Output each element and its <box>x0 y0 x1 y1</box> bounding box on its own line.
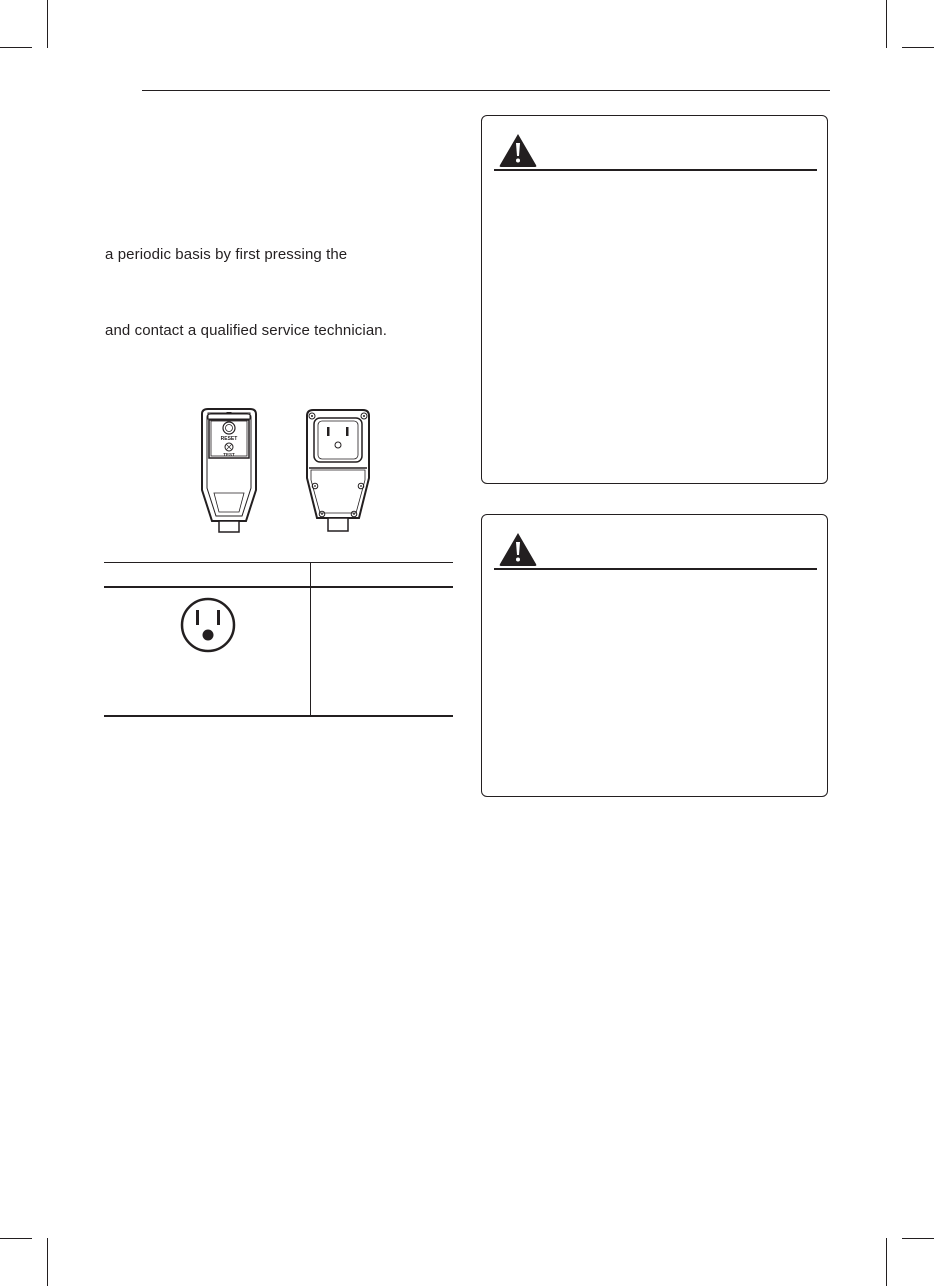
warning-rule <box>494 568 817 570</box>
crop-mark <box>886 0 887 48</box>
header-rule <box>142 90 830 91</box>
gfci-back-illustration <box>301 408 375 534</box>
outlet-table <box>104 562 453 717</box>
grounded-outlet-icon <box>179 596 237 654</box>
crop-mark <box>902 47 934 48</box>
table-rule <box>104 586 453 588</box>
warning-triangle-icon <box>498 132 538 168</box>
warning-triangle-icon <box>498 531 538 567</box>
table-column-divider <box>310 562 311 717</box>
crop-mark <box>47 0 48 48</box>
crop-mark <box>886 1238 887 1286</box>
table-rule <box>104 562 453 563</box>
body-text-line: and contact a qualified service technician. <box>105 322 387 339</box>
warning-box <box>481 514 828 797</box>
crop-mark <box>0 47 32 48</box>
body-text-line: a periodic basis by first pressing the <box>105 246 348 263</box>
test-label: TEST <box>223 452 235 457</box>
crop-mark <box>47 1238 48 1286</box>
table-rule <box>104 715 453 717</box>
gfci-front-illustration <box>192 408 266 534</box>
warning-rule <box>494 169 817 171</box>
reset-label: RESET <box>220 436 238 442</box>
warning-box <box>481 115 828 484</box>
crop-mark <box>902 1238 934 1239</box>
crop-mark <box>0 1238 32 1239</box>
